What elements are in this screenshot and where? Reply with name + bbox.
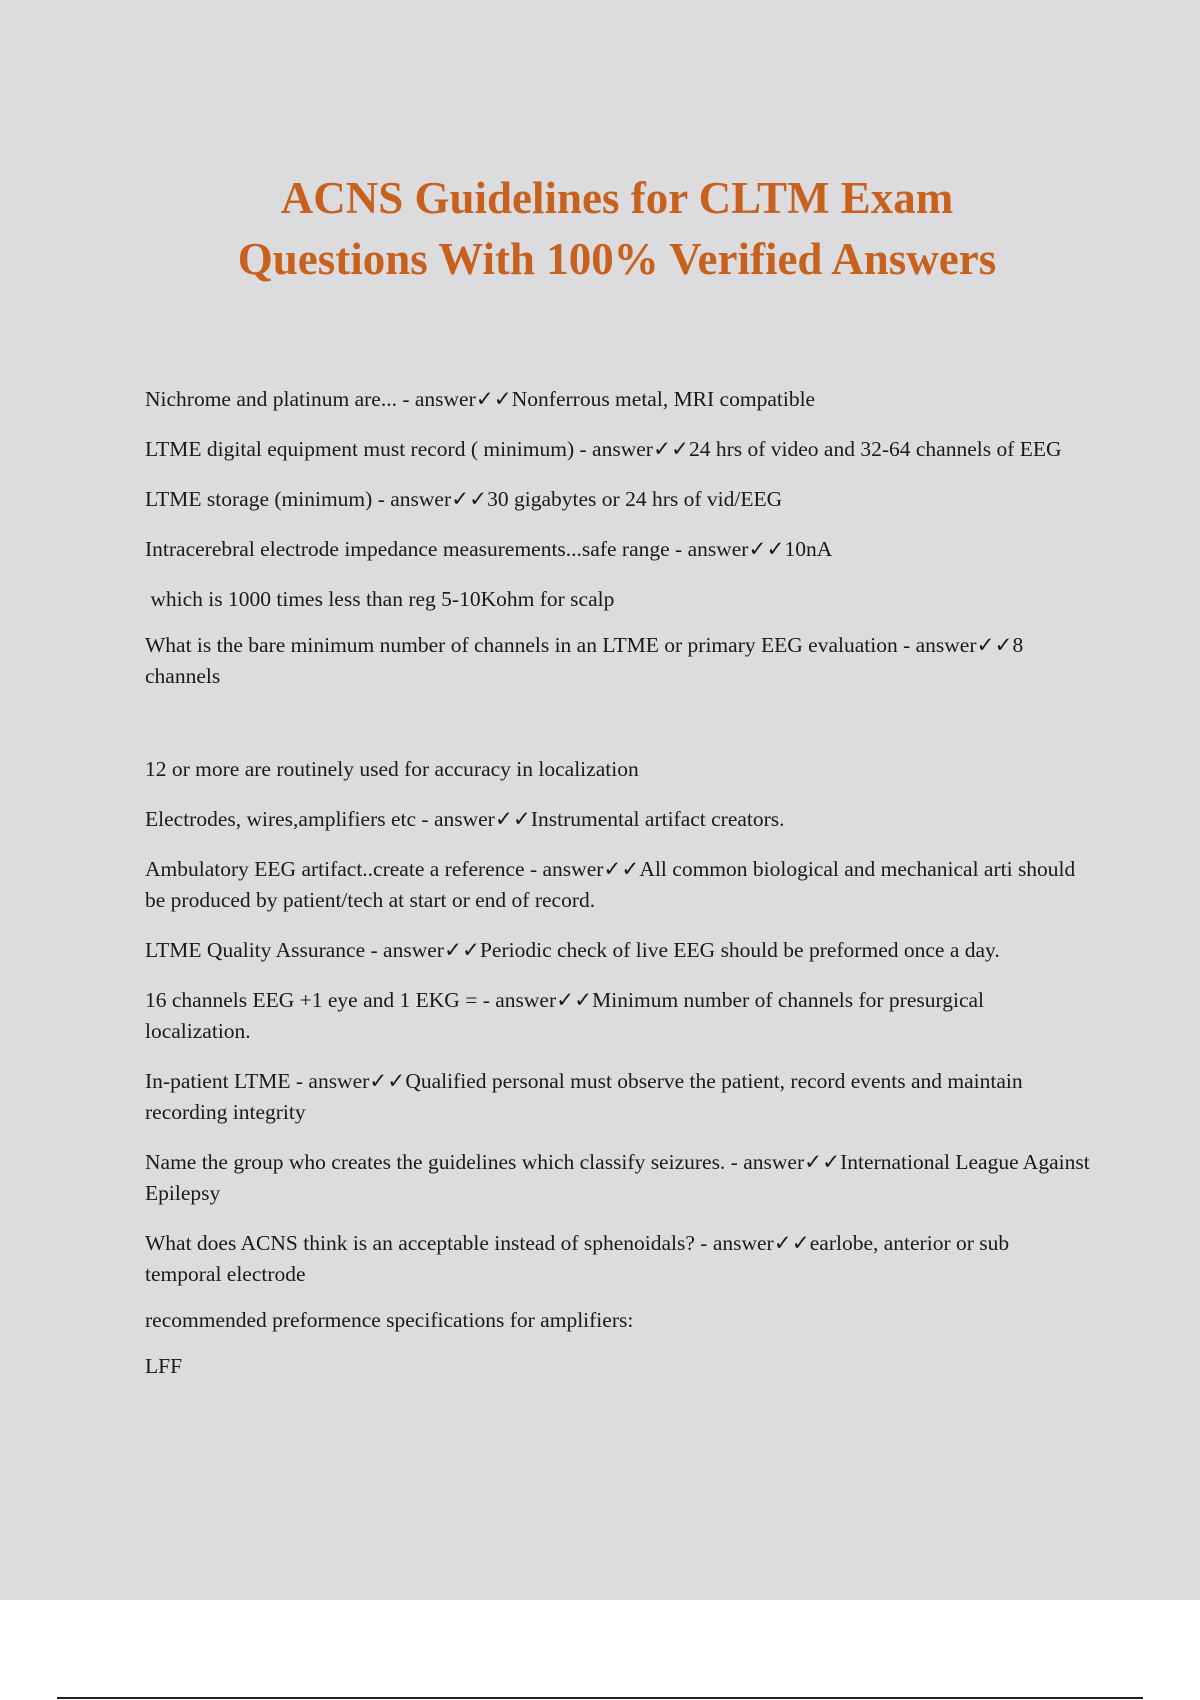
- document-title: [0, 168, 1200, 290]
- qa-paragraph: which is 1000 times less than reg 5-10Kohm for scalp: [145, 587, 615, 611]
- qa-paragraph: LTME digital equipment must record ( minimum) - answer✓✓24 hrs of video and 32-64 channels of EEG: [145, 437, 1062, 461]
- document-title-line: Questions With 100% Verified Answers: [237, 234, 997, 284]
- qa-paragraph: LTME storage (minimum) - answer✓✓30 gigabytes or 24 hrs of vid/EEG: [145, 487, 783, 511]
- qa-paragraph: Intracerebral electrode impedance measurements...safe range - answer✓✓10nA: [145, 537, 833, 561]
- document-title-line: ACNS Guidelines for CLTM Exam: [280, 173, 954, 223]
- document-body: [145, 384, 1090, 1401]
- footer-divider: [57, 1697, 1143, 1699]
- qa-paragraph: LFF: [145, 1354, 183, 1378]
- qa-paragraph: recommended preformence specifications for amplifiers:: [145, 1308, 634, 1332]
- qa-paragraph: Ambulatory EEG artifact..create a reference - answer✓✓All common biological and mechanical arti should be produced by patient/tech at start or end of record.: [145, 857, 1076, 912]
- qa-paragraph: In-patient LTME - answer✓✓Qualified personal must observe the patient, record events and maintain recording integrity: [145, 1069, 1023, 1124]
- qa-paragraph: What is the bare minimum number of channels in an LTME or primary EEG evaluation - answer✓✓8 channels: [145, 633, 1024, 688]
- qa-paragraph: Nichrome and platinum are... - answer✓✓Nonferrous metal, MRI compatible: [145, 387, 816, 411]
- qa-paragraph: What does ACNS think is an acceptable instead of sphenoidals? - answer✓✓earlobe, anterior or sub temporal electrode: [145, 1231, 1010, 1286]
- qa-paragraph: 16 channels EEG +1 eye and 1 EKG = - answer✓✓Minimum number of channels for presurgical localization.: [145, 988, 985, 1043]
- qa-paragraph: LTME Quality Assurance - answer✓✓Periodic check of live EEG should be preformed once a day.: [145, 938, 1000, 962]
- qa-paragraph: Electrodes, wires,amplifiers etc - answer✓✓Instrumental artifact creators.: [145, 807, 785, 831]
- qa-paragraph: Name the group who creates the guidelines which classify seizures. - answer✓✓International League Against Epilepsy: [145, 1150, 1090, 1205]
- qa-paragraph: 12 or more are routinely used for accuracy in localization: [145, 757, 639, 781]
